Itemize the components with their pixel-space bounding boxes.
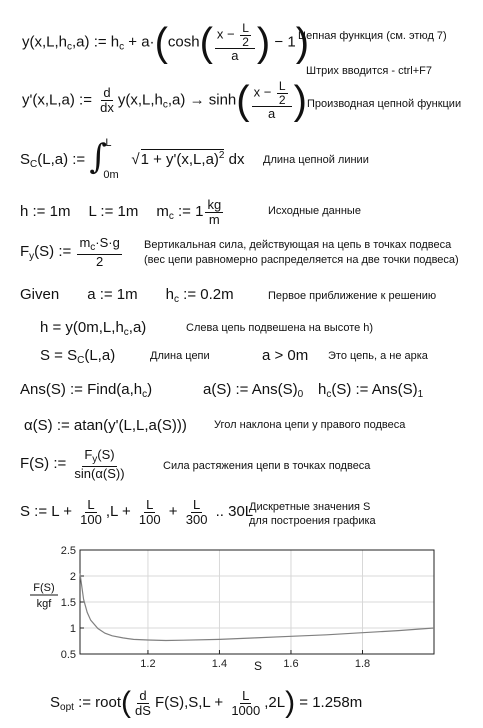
- first-approx-note: Первое приближение к решению: [268, 290, 437, 302]
- eq-constraint-length[interactable]: $S = S_C(L,a)$: [40, 347, 116, 366]
- eq-angle[interactable]: α(S) := atan(y'(L,L,a(S))): [24, 417, 187, 434]
- derivative-note: Производная цепной функции: [307, 98, 462, 110]
- eq-arc-length[interactable]: $S_C(L,a)$ := ∫ L 0m $√1 + y'(x,L,a)^2$ dx: [20, 137, 245, 181]
- eq-answer-a[interactable]: a(S) := $Ans(S)_0$: [203, 381, 304, 400]
- eq-tension-force[interactable]: F(S) := $\frac{F_y(S)}{\sin(\alpha(S))}$: [20, 447, 125, 481]
- tension-force-note: Сила растяжения цепи в точках подвеса: [163, 460, 371, 472]
- y-axis-label-denominator: kgf: [36, 598, 52, 610]
- range-note-2: для построения графика: [249, 515, 376, 527]
- x-tick-label: 1.4: [211, 658, 228, 670]
- eq-given-block[interactable]: Given a := 1m $h_c$ := 0.2m: [20, 286, 234, 305]
- eq-constraint-positive[interactable]: a > 0m: [262, 347, 309, 364]
- y-tick-label: 0.5: [60, 649, 76, 661]
- constraint-positive-note: Это цепь, а не арка: [328, 350, 428, 362]
- eq-range-variable[interactable]: S := L + $\frac{L}{100}$ ,L + $\frac{L}{100}$ + $\frac{L}{300}$ .. 30L: [20, 497, 254, 527]
- eq-answer-find[interactable]: Ans(S) := $Find(a,h_c)$: [20, 381, 153, 400]
- y-tick-label: 2: [69, 571, 76, 583]
- constraint-length-note: Длина цепи: [150, 350, 210, 362]
- x-axis-label: S: [253, 659, 263, 673]
- constraint-height-note: Слева цепь подвешена на высоте h): [186, 322, 374, 334]
- vertical-force-note-2: (вес цепи равномерно распределяется на две точки подвеса): [144, 254, 459, 266]
- x-tick-label: 1.8: [354, 658, 371, 670]
- y-axis-label-numerator: F(S): [33, 582, 55, 594]
- eq-initial-data[interactable]: h := 1m L := 1m $m_c$ := 1 $\frac{kg}{m}$: [20, 197, 222, 227]
- range-note-1: Дискретные значения S: [249, 501, 371, 513]
- angle-note: Угол наклона цепи у правого подвеса: [214, 419, 406, 431]
- eq-vertical-force[interactable]: $F_y(S)$ := $\frac{m_c\cdot S\cdot g}{2}$: [20, 235, 120, 269]
- series-line: [80, 573, 434, 640]
- optimum-result: = 1.258m: [295, 693, 363, 711]
- eq-constraint-height[interactable]: $h = y(0m,L,h_c,a)$: [40, 319, 147, 338]
- y-tick-label: 1: [69, 623, 76, 635]
- eq-optimum[interactable]: $S_{opt}$ := root( $\frac{d}{dS}$ F(S),S,L + $\frac{L}{1000}$ ,2L) = 1.258m: [50, 686, 363, 719]
- catenary-note: Цепная функция (см. этюд 7): [298, 30, 447, 42]
- eq-catenary-function[interactable]: $y(x,L,h_c,a)$ := $h_c + a\cdot(\cosh$( x − $\frac{L}{2}$ a ) − 1): [22, 20, 310, 65]
- prime-hint-note: Штрих вводится - ctrl+F7: [306, 65, 433, 77]
- eq-answer-hc[interactable]: $h_c(S)$ := $Ans(S)_1$: [318, 381, 424, 400]
- eq-derivative[interactable]: y'(x,L,a) := $\frac{d}{dx}$ $y(x,L,h_c,a) \to \sinh$( x − $\frac{L}{2}$ a ): [22, 78, 307, 123]
- initial-data-note: Исходные данные: [268, 205, 361, 217]
- y-tick-label: 2.5: [60, 545, 76, 557]
- x-tick-label: 1.6: [283, 658, 299, 670]
- tension-plot[interactable]: [0, 540, 483, 675]
- y-tick-label: 1.5: [60, 597, 76, 609]
- arc-length-note: Длина цепной линии: [263, 154, 369, 166]
- x-tick-label: 1.2: [140, 658, 156, 670]
- vertical-force-note-1: Вертикальная сила, действующая на цепь в точках подвеса: [144, 239, 452, 251]
